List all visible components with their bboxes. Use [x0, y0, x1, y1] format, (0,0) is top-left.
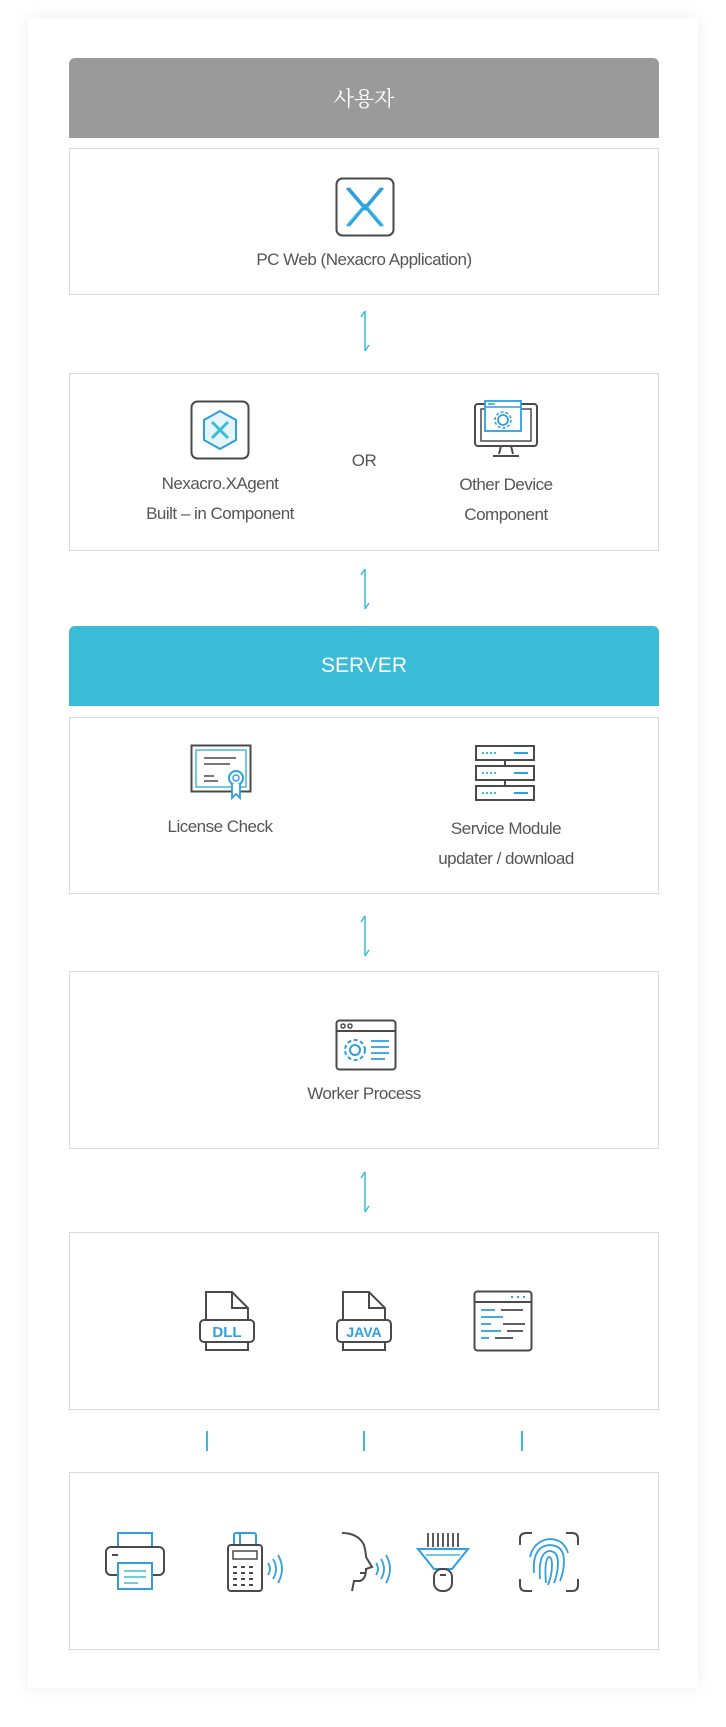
certificate-icon: [190, 744, 252, 800]
dll-file-icon: [198, 1290, 256, 1352]
monitor-gear-icon: [473, 400, 539, 462]
library-box: [69, 1232, 659, 1410]
bidirectional-arrow-icon: [359, 1170, 371, 1214]
user-header-label: 사용자: [333, 88, 395, 111]
voice-icon: [338, 1531, 400, 1593]
or-label: OR: [351, 451, 377, 470]
card-terminal-icon: [224, 1531, 286, 1593]
xagent-label-line2: Built – in Component: [146, 504, 294, 523]
service-module-label-line2: updater / download: [438, 849, 574, 868]
service-module-label-line1: Service Module: [450, 819, 562, 838]
xagent-label-line1: Nexacro.XAgent: [161, 474, 279, 493]
other-device-label-line2: Component: [464, 505, 548, 524]
server-rack-icon: [474, 744, 536, 802]
other-device-label-line1: Other Device: [459, 475, 553, 494]
license-check-label: License Check: [167, 817, 273, 836]
user-header: [69, 58, 659, 138]
worker-window-gear-icon: [335, 1019, 397, 1071]
bidirectional-arrow-icon: [359, 914, 371, 958]
xagent-hexagon-icon: [190, 400, 250, 460]
bidirectional-arrow-icon: [359, 309, 371, 353]
connector-line: [206, 1431, 208, 1451]
java-file-icon: [335, 1290, 393, 1352]
server-header: [69, 626, 659, 706]
component-box: [69, 373, 659, 551]
pc-web-box: [69, 148, 659, 295]
server-box: [69, 717, 659, 894]
bidirectional-arrow-icon: [359, 567, 371, 611]
pc-web-label: PC Web (Nexacro Application): [256, 250, 472, 269]
server-header-label: SERVER: [321, 654, 407, 677]
connector-line: [363, 1431, 365, 1451]
java-label: JAVA: [346, 1324, 382, 1340]
worker-process-label: Worker Process: [307, 1084, 421, 1103]
printer-icon: [104, 1531, 166, 1593]
worker-box: [69, 971, 659, 1149]
dll-label: DLL: [212, 1324, 242, 1341]
script-document-icon: [473, 1290, 533, 1352]
barcode-scanner-icon: [416, 1531, 470, 1593]
connector-line: [521, 1431, 523, 1451]
device-box: [69, 1472, 659, 1650]
fingerprint-icon: [518, 1531, 580, 1593]
nexacro-x-logo-icon: [335, 177, 395, 237]
